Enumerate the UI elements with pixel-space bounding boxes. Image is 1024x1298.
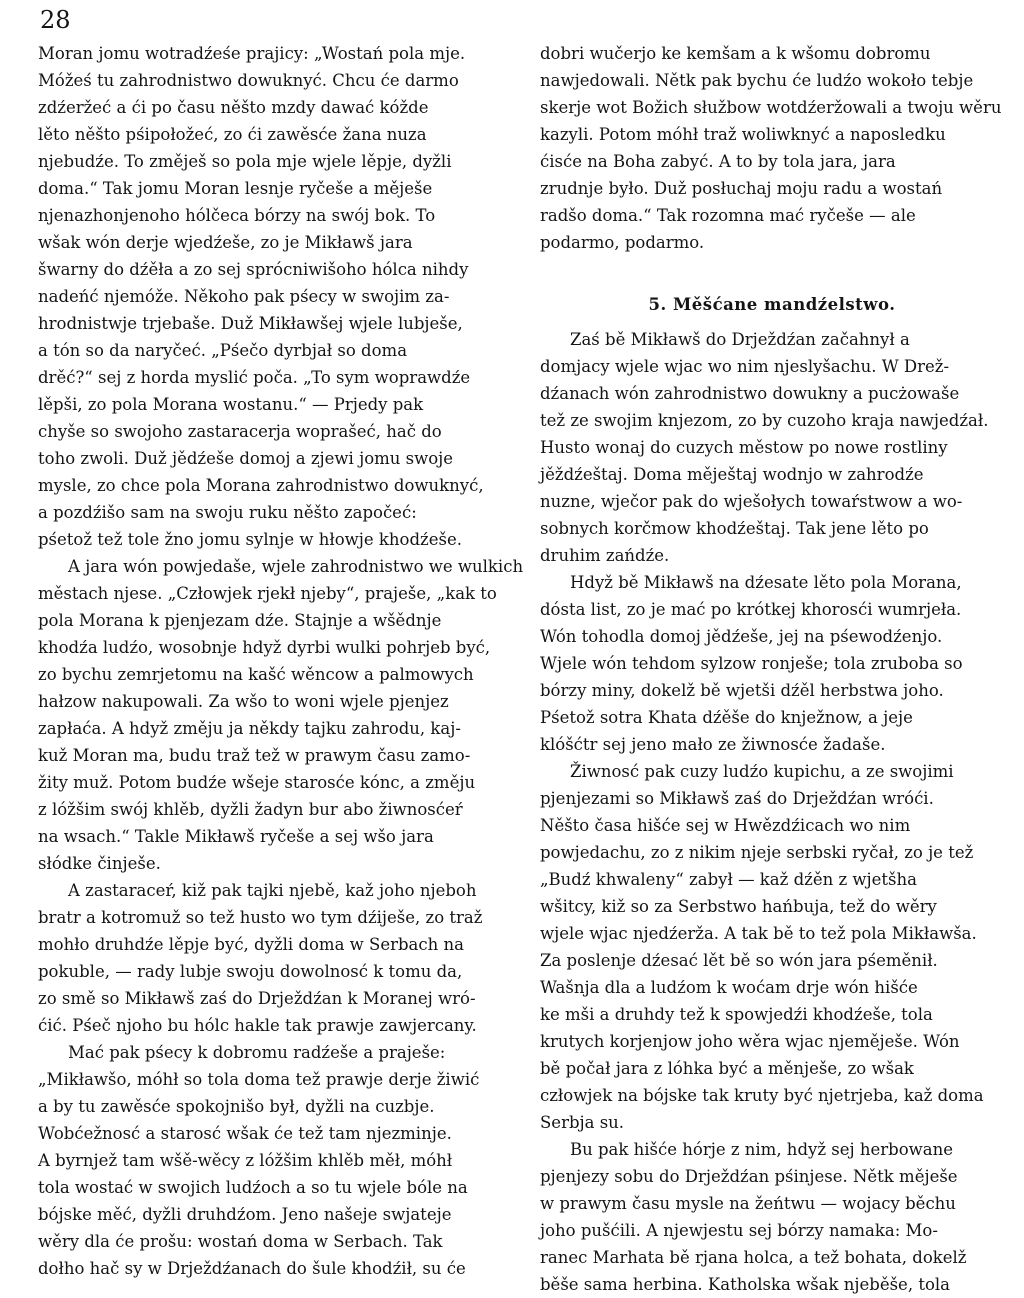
text-line: dobri wučerjo ke kemšam a k wšomu dobromu	[540, 44, 931, 63]
text-line: Wjele wón tehdom sylzow ronješe; tola zruboba so	[540, 654, 963, 673]
text-line: Pśetož sotra Khata dźěše do knježnow, a jeje	[540, 708, 913, 727]
text-line: tola wostać w swojich ludźoch a so tu wjele bóle na	[38, 1178, 468, 1197]
text-line: a tón so da naryčeć. „Pśečo dyrbjał so doma	[38, 341, 408, 360]
text-line: pjenjezami so Mikławš zaś do Drježdźan wróći.	[540, 789, 934, 808]
text-line: domjacy wjele wjac wo nim njeslyšachu. W Drež-	[540, 357, 950, 376]
text-line: na wsach.“ Takle Mikławš ryčeše a sej wšo jara	[38, 827, 434, 846]
text-line: šwarny do dźěła a zo sej sprócniwišoho hólca nihdy	[38, 260, 469, 279]
text-line: pokuble, — rady lubje swoju dowolnosć k tomu da,	[38, 962, 463, 981]
text-line: ćisće na Boha zabyć. A to by tola jara, jara	[540, 152, 896, 171]
text-line: hrodnistwje trjebaše. Duž Mikławšej wjele lubješe,	[38, 314, 463, 333]
text-line: zapłaća. A hdyž změju ja někdy tajku zahrodu, kaj-	[38, 719, 461, 738]
left-column	[38, 40, 524, 1282]
text-line: mohło druhdźe lěpje być, dyžli doma w Serbach na	[38, 935, 464, 954]
paragraph	[540, 758, 1004, 1136]
text-line: dósta list, zo je mać po krótkej khorosći wumrjeła.	[540, 600, 962, 619]
text-line: žity muž. Potom budźe wšeje starosće kónc, a změju	[38, 773, 476, 792]
text-line: podarmo, podarmo.	[540, 233, 705, 252]
text-line: A byrnjež tam wšě-wěcy z lóžšim khlěb měł, móhł	[38, 1151, 453, 1170]
text-line: Za poslenje dźesać lět bě so wón jara pśeměnił.	[540, 951, 938, 970]
text-line: słódke činješe.	[38, 854, 161, 873]
text-line: nuzne, wječor pak do wješołych towaŕstwow a wo-	[540, 492, 963, 511]
text-line: zdźeržeć a ći po času něšto mzdy dawać kóžde	[38, 98, 429, 117]
text-line: A zastaraceŕ, kiž pak tajki njebě, kaž joho njeboh	[68, 881, 477, 900]
text-line: zo smě so Mikławš zaś do Drježdźan k Moranej wró-	[38, 989, 476, 1008]
text-line: druhim zańdźe.	[540, 546, 670, 565]
text-line: dołho hač sy w Drježdźanach do šule khodźił, su će	[38, 1259, 466, 1278]
text-line: běše sama herbina. Katholska wšak njeběše, tola	[540, 1275, 950, 1294]
text-line: Něšto časa hišće sej w Hwězdźicach wo nim	[540, 816, 911, 835]
text-line: sobnych korčmow khodźeštaj. Tak jene lěto po	[540, 519, 929, 538]
text-line: zrudnje było. Duž posłuchaj moju radu a wostań	[540, 179, 943, 198]
text-line: toho zwoli. Duž jědźeše domoj a zjewi jomu swoje	[38, 449, 454, 468]
text-line: krutych korjenjow joho wěra wjac njeměješe. Wón	[540, 1032, 960, 1051]
text-line: bójske měć, dyžli druhdźom. Jeno našeje swjateje	[38, 1205, 452, 1224]
text-line: Moran jomu wotradźeśe prajicy: „Wostań pola mje.	[38, 44, 466, 63]
text-line: Zaś bě Mikławš do Drježdźan začahnył a	[570, 330, 910, 349]
text-line: doma.“ Tak jomu Moran lesnje ryčeše a měješe	[38, 179, 433, 198]
text-line: a by tu zawěsće spokojnišo był, dyžli na cuzbje.	[38, 1097, 435, 1116]
text-line: pśetož tež tole žno jomu sylnje w hłowje khodźeše.	[38, 530, 462, 549]
text-line: pola Morana k pjenjezam dźe. Stajnje a wšědnje	[38, 611, 442, 630]
text-line: chyše so swojoho zastaracerja woprašeć, hač do	[38, 422, 442, 441]
text-line: Bu pak hišće hórje z nim, hdyž sej herbowane	[570, 1140, 953, 1159]
paragraph	[540, 569, 1004, 758]
text-line: klóšćtr sej jeno mało ze žiwnosće žadaše.	[540, 735, 886, 754]
text-line: Wašnja dla a ludźom k woćam drje wón hišće	[540, 978, 918, 997]
text-line: mysle, zo chce pola Morana zahrodnistwo dowuknyć,	[38, 476, 484, 495]
text-line: w prawym času mysle na žeńtwu — wojacy běchu	[540, 1194, 956, 1213]
text-line: bě počał jara z lóhka być a měnješe, zo wšak	[540, 1059, 914, 1078]
text-line: wjele wjac njedźerža. A tak bě to tež pola Mikławša.	[540, 924, 977, 943]
text-line: radšo doma.“ Tak rozomna mać ryčeše — ale	[540, 206, 916, 225]
text-line: Hdyž bě Mikławš na dźesate lěto pola Morana,	[570, 573, 962, 592]
text-line: bórzy miny, dokelž bě wjetši dźěl herbstwa joho.	[540, 681, 944, 700]
paragraph	[38, 553, 524, 877]
text-line: człowjek na bójske tak kruty być njetrjeba, kaž doma	[540, 1086, 984, 1105]
text-line: zo bychu zemrjetomu na kašć wěncow a palmowych	[38, 665, 474, 684]
text-line: dźanach wón zahrodnistwo dowukny a pucżowaše	[540, 384, 960, 403]
paragraph	[540, 1136, 1004, 1298]
text-line: „Mikławšo, móhł so tola doma tež prawje derje žiwić	[38, 1070, 480, 1089]
right-column-bottom	[540, 326, 1004, 1298]
text-line: wěry dla će prošu: wostań doma w Serbach. Tak	[38, 1232, 443, 1251]
text-line: Serbja su.	[540, 1113, 625, 1132]
text-line: bratr a kotromuž so tež husto wo tym dźiješe, zo traž	[38, 908, 483, 927]
right-column	[540, 40, 1004, 1298]
paragraph	[38, 877, 504, 1039]
text-line: wšak wón derje wjedźeše, zo je Mikławš jara	[38, 233, 413, 252]
text-line: joho pušćili. A njewjestu sej bórzy namaka: Mo-	[540, 1221, 938, 1240]
text-line: Husto wonaj do cuzych městow po nowe rostliny	[540, 438, 948, 457]
text-line: pjenjezy sobu do Drježdźan pśinjese. Nětk měješe	[540, 1167, 958, 1186]
paragraph	[38, 40, 504, 553]
page-number: 28	[40, 6, 71, 34]
text-line: kuž Moran ma, budu traž tež w prawym času zamo-	[38, 746, 471, 765]
text-line: njenazhonjenoho hólčeca bórzy na swój bok. To	[38, 206, 436, 225]
text-line: z lóžšim swój khlěb, dyžli žadyn bur abo žiwnosćeŕ	[38, 800, 463, 819]
text-line: drěć?“ sej z horda myslić poča. „To sym woprawdźe	[38, 368, 471, 387]
text-line: jěždźeštaj. Doma měještaj wodnjo w zahrodźe	[540, 465, 924, 484]
text-line: Mać pak pśecy k dobromu radźeše a praješe:	[68, 1043, 446, 1062]
text-line: Móžeś tu zahrodnistwo dowuknyć. Chcu će darmo	[38, 71, 459, 90]
text-line: „Budź khwaleny“ zabył — kaž dźěn z wjetšha	[540, 870, 917, 889]
text-line: wšitcy, kiž so za Serbstwo hańbuja, tež do wěry	[540, 897, 937, 916]
text-line: ke mši a druhdy tež k spowjedźi khodźeše, tola	[540, 1005, 933, 1024]
text-line: ranec Marhata bě rjana holca, a tež bohata, dokelž	[540, 1248, 967, 1267]
text-line: ćić. Pśeč njoho bu hólc hakle tak prawje zawjercany.	[38, 1016, 477, 1035]
text-line: Wón tohodla domoj jědźeše, jej na pśewodźenjo.	[540, 627, 943, 646]
text-line: nawjedowali. Nětk pak bychu će ludźo wokoło tebje	[540, 71, 974, 90]
text-line: hałzow nakupowali. Za wšo to woni wjele pjenjez	[38, 692, 449, 711]
paragraph	[540, 326, 1004, 569]
text-line: skerje wot Božich słužbow wotdźeržowali a twoju wěru	[540, 98, 1002, 117]
right-column-top	[540, 40, 1004, 256]
text-line: khodźa ludźo, wosobnje hdyž dyrbi wulki pohrjeb być,	[38, 638, 491, 657]
text-line: kazyli. Potom móhł traž woliwknyć a naposledku	[540, 125, 946, 144]
text-line: lěto něšto pśipołožeć, zo ći zawěsće žana nuza	[38, 125, 427, 144]
text-line: A jara wón powjedaše, wjele zahrodnistwo we wulkich	[68, 557, 524, 576]
text-line: nadeńć njemóže. Někoho pak pśecy w swojim za-	[38, 287, 450, 306]
text-line: njebudźe. To změješ so pola mje wjele lěpje, dyžli	[38, 152, 452, 171]
text-line: lěpši, zo pola Morana wostanu.“ — Prjedy pak	[38, 395, 424, 414]
text-line: Wobćežnosć a starosć wšak će tež tam njezminje.	[38, 1124, 452, 1143]
text-line: powjedachu, zo z nikim njeje serbski ryčał, zo je tež	[540, 843, 974, 862]
section-heading: 5. Měšćane mandźelstwo.	[648, 295, 896, 314]
text-line: tež ze swojim knjezom, zo by cuzoho kraja nawjedźał.	[540, 411, 989, 430]
paragraph	[38, 1039, 504, 1282]
text-line: městach njese. „Człowjek rjekł njeby“, praješe, „kak to	[38, 584, 497, 603]
paragraph	[540, 40, 1004, 256]
text-line: a pozdźišo sam na swoju ruku něšto započeć:	[38, 503, 417, 522]
text-line: Žiwnosć pak cuzy ludźo kupichu, a ze swojimi	[570, 762, 954, 781]
